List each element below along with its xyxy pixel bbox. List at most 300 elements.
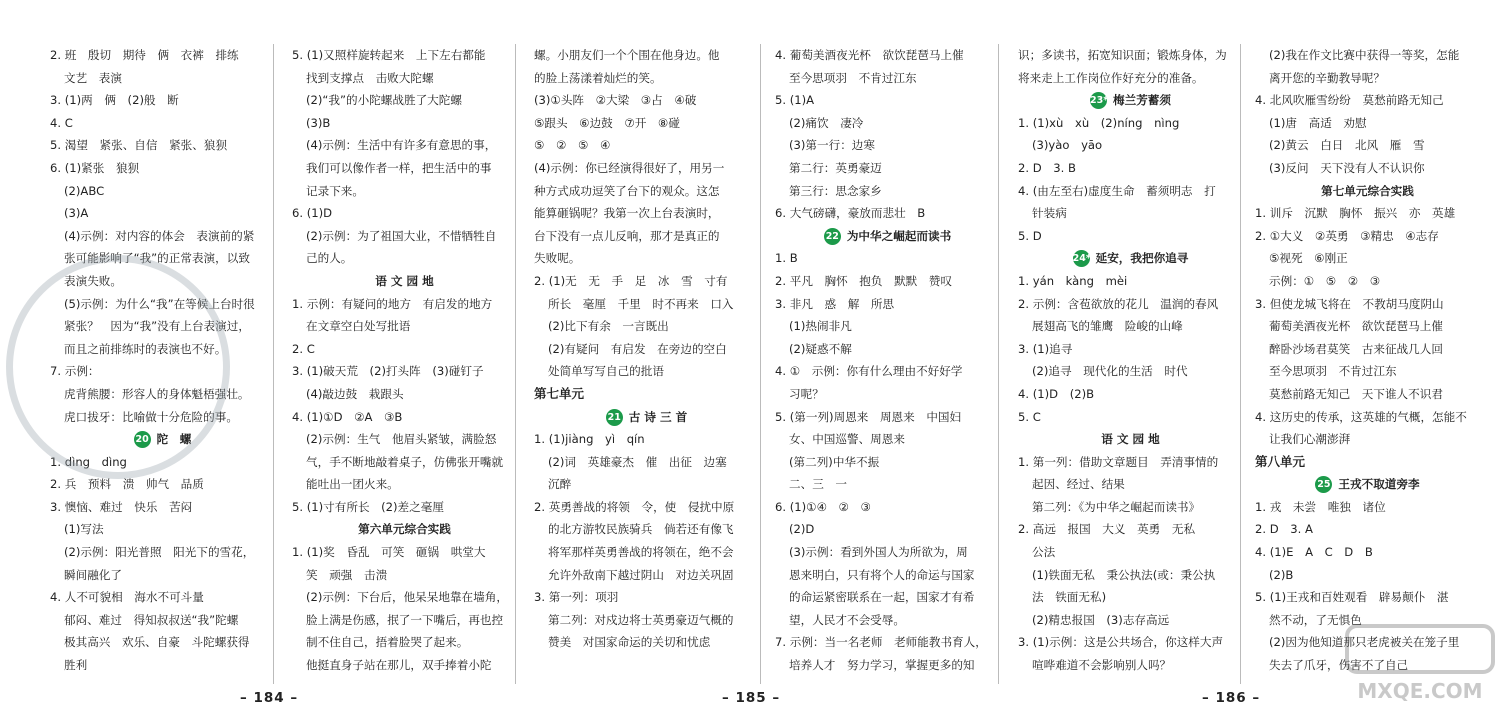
answer-text: (2)词 英雄豪杰 催 出征 边塞 <box>548 454 727 469</box>
answer-text: 4. (1)E A C D B <box>1255 545 1373 560</box>
answer-line <box>1018 360 1243 383</box>
answer-line <box>50 157 275 180</box>
answer-line <box>775 338 1000 361</box>
answer-line <box>292 247 517 270</box>
answer-line <box>534 202 759 225</box>
answer-line <box>1018 518 1243 541</box>
answer-text: 2. (1)无 无 手 足 冰 雪 寸有 <box>534 273 728 288</box>
answer-text: ⑤跟头 ⑥边鼓 ⑦开 ⑧碰 <box>534 115 680 130</box>
answer-text: 而且之前排练时的表演也不好。 <box>64 341 227 356</box>
column-divider <box>1240 44 1241 684</box>
section-title <box>292 270 517 293</box>
page-184-column-2 <box>292 44 517 684</box>
answer-text: 1. (1)jiàng yì qín <box>534 432 645 447</box>
answer-line <box>775 315 1000 338</box>
answer-line <box>534 134 759 157</box>
answer-text: (2)ABC <box>64 183 105 198</box>
answer-line <box>50 541 275 564</box>
answer-text: 2. 英勇善战的将领 令，使 侵扰中原 <box>534 499 735 514</box>
answer-line <box>292 654 517 677</box>
answer-text: ⑤视死 ⑥刚正 <box>1269 251 1348 266</box>
answer-text: 5. (1)王戎和百姓观看 辟易颠仆 湛 <box>1255 590 1449 605</box>
answer-line <box>1018 315 1243 338</box>
answer-line <box>1018 293 1243 316</box>
answer-text: (3)B <box>306 115 331 130</box>
answer-text: 2. D 3. B <box>1018 160 1076 175</box>
answer-text: 女、中国巡警、周恩来 <box>789 432 905 447</box>
answer-text: 表演失败。 <box>64 273 122 288</box>
answer-line <box>292 180 517 203</box>
answer-text: 习呢？ <box>789 386 824 401</box>
answer-line <box>50 631 275 654</box>
answer-text: 处简单写写自己的批语 <box>548 364 664 379</box>
answer-text: (2)示例：生气 他眉头紧皱，满脸怒 <box>306 432 497 447</box>
lesson-number-badge: 25 <box>1315 476 1332 493</box>
answer-line <box>292 360 517 383</box>
answer-text: (第二列)中华不振 <box>789 454 880 469</box>
answer-text: (3)A <box>64 206 89 221</box>
answer-text: 瞬间融化了 <box>64 567 122 582</box>
answer-text: 培养人才 努力学习，掌握更多的知 <box>789 658 975 673</box>
answer-line <box>292 496 517 519</box>
answer-line <box>1255 428 1480 451</box>
page-185-column-2 <box>775 44 1000 684</box>
answer-line <box>50 44 275 67</box>
answer-text: 紧张？ 因为“我”没有上台表演过， <box>64 319 250 334</box>
column-divider <box>515 44 516 684</box>
lesson-number-badge: 21 <box>606 409 623 426</box>
answer-line <box>50 564 275 587</box>
lesson-number-badge: 22 <box>824 228 841 245</box>
answer-line <box>292 44 517 67</box>
answer-line <box>50 89 275 112</box>
answer-text: 展翅高飞的雏鹰 险峻的山峰 <box>1032 319 1183 334</box>
answer-line <box>292 338 517 361</box>
answer-text: 7. 示例：当一名老师 老师能教书育人， <box>775 635 987 650</box>
answer-line <box>292 157 517 180</box>
answer-text: 4. 葡萄美酒夜光杯 欲饮琵琶马上催 <box>775 48 964 62</box>
answer-line <box>775 586 1000 609</box>
answer-line <box>1255 654 1480 677</box>
section-title <box>1018 428 1243 451</box>
answer-text: (2)示例：为了祖国大业，不惜牺牲自 <box>306 228 497 243</box>
answer-line <box>50 225 275 248</box>
answer-text: 虎背熊腰：形容人的身体魁梧强壮。 <box>64 386 250 401</box>
answer-line <box>534 428 759 451</box>
answer-line <box>1255 315 1480 338</box>
answer-text: (1)写法 <box>64 522 104 537</box>
answer-text: (4)示例：对内容的体会 表演前的紧 <box>64 228 255 243</box>
answer-text: 第七单元 <box>534 385 585 401</box>
answer-line <box>50 383 275 406</box>
answer-line <box>292 541 517 564</box>
answer-line <box>1018 473 1243 496</box>
answer-line <box>775 518 1000 541</box>
answer-text: 他挺直身子站在那儿，双手捧着小陀 <box>306 658 492 673</box>
answer-line <box>534 247 759 270</box>
answer-line <box>50 293 275 316</box>
answer-line <box>1255 609 1480 632</box>
answer-line <box>1018 541 1243 564</box>
answer-line <box>1018 586 1243 609</box>
answer-line <box>50 451 275 474</box>
answer-line <box>775 428 1000 451</box>
answer-text: 第二行：英勇豪迈 <box>789 160 882 175</box>
answer-text: 1. 训斥 沉默 胸怀 振兴 亦 英雄 <box>1255 206 1456 221</box>
answer-text: 极其高兴 欢乐、自豪 斗陀螺获得 <box>64 635 250 650</box>
answer-text: 所长 毫厘 千里 时不再来 口入 <box>548 296 734 311</box>
answer-text: 公法 <box>1032 545 1056 560</box>
answer-line <box>534 360 759 383</box>
answer-line <box>292 293 517 316</box>
answer-line <box>50 134 275 157</box>
answer-text: 郁闷、难过 得知叔叔送“我”陀螺 <box>64 612 239 627</box>
answer-line <box>534 315 759 338</box>
answer-text: 6. 大气磅礴，豪放而悲壮 B <box>775 206 926 221</box>
answer-line <box>292 473 517 496</box>
answer-text: 3. 第一列：项羽 <box>534 590 619 605</box>
answer-line <box>775 541 1000 564</box>
answer-line <box>1018 496 1243 519</box>
answer-text: 4. (1)①D ②A ③B <box>292 409 403 424</box>
answer-text: 能算砸锅呢？我第一次上台表演时， <box>534 206 720 221</box>
answer-line <box>1018 225 1243 248</box>
answer-text: 梅兰芳蓄须 <box>1113 93 1171 108</box>
answer-text: 1. (1)xù xù (2)níng nìng <box>1018 115 1180 130</box>
answer-text: 陀 螺 <box>156 432 192 447</box>
answer-line <box>1255 564 1480 587</box>
page-185-column-1 <box>534 44 759 684</box>
answer-line <box>1255 406 1480 429</box>
answer-text: 喧哗难道不会影响别人吗？ <box>1032 658 1172 673</box>
answer-line <box>1255 383 1480 406</box>
answer-text: 第七单元综合实践 <box>1321 183 1414 198</box>
answer-line <box>1255 44 1480 67</box>
answer-text: (2)有疑问 有启发 在旁边的空白 <box>548 341 727 356</box>
answer-text: 恩来明白，只有将个人的命运与国家 <box>789 567 975 582</box>
answer-line <box>534 338 759 361</box>
answer-text: 2. 平凡 胸怀 抱负 默默 赞叹 <box>775 273 953 288</box>
answer-text: 失去了爪牙，伤害不了自己 <box>1269 658 1409 673</box>
answer-text: 为中华之崛起而读书 <box>846 228 952 243</box>
answer-text: 7. 示例： <box>50 364 100 379</box>
answer-line <box>775 564 1000 587</box>
answer-text: (3)第一行：边寒 <box>789 138 875 153</box>
answer-text: 5. (第一列)周恩来 周恩来 中国妇 <box>775 409 962 424</box>
answer-text: 将军那样英勇善战的将领在，绝不会 <box>548 545 734 560</box>
answer-line <box>1255 247 1480 270</box>
answer-text: (2)比下有余 一言既出 <box>548 319 669 334</box>
answer-line <box>50 67 275 90</box>
answer-text: (2)示例：阳光普照 阳光下的雪花， <box>64 545 255 560</box>
answer-line <box>1255 541 1480 564</box>
answer-text: 王戎不取道旁李 <box>1338 477 1420 492</box>
answer-text: 的命运紧密联系在一起，国家才有希 <box>789 590 975 605</box>
answer-text: 二、三 一 <box>789 477 847 492</box>
section-title <box>1018 89 1243 112</box>
answer-text: (3)反问 天下没有人不认识你 <box>1269 160 1425 175</box>
answer-text: (2)“我”的小陀螺战胜了大陀螺 <box>306 93 462 108</box>
answer-line <box>50 496 275 519</box>
answer-text: (2)疑惑不解 <box>789 341 852 356</box>
answer-line <box>1255 112 1480 135</box>
answer-text: 2. 兵 预料 溃 帅气 品质 <box>50 477 204 492</box>
answer-text: 5. 渴望 紧张、自信 紧张、狼狈 <box>50 138 228 153</box>
answer-text: (2)黄云 白日 北风 雁 雪 <box>1269 138 1425 153</box>
answer-line <box>775 451 1000 474</box>
answer-text: 3. 懊恼、难过 快乐 苦闷 <box>50 499 193 514</box>
answer-text: 1. 第一列：借助文章题目 弄清事情的 <box>1018 454 1219 469</box>
answer-text: 5. D <box>1018 228 1042 243</box>
answer-text: 莫愁前路无知己 天下谁人不识君 <box>1269 386 1443 401</box>
answer-line <box>50 180 275 203</box>
answer-text: 至今思项羽 不肯过江东 <box>1269 364 1397 379</box>
answer-text: 望，人民才不会受辱。 <box>789 612 905 627</box>
answer-text: 虎口拔牙：比喻做十分危险的事。 <box>64 409 238 424</box>
answer-text: 种方式成功逗笑了台下的观众。这怎 <box>534 183 720 198</box>
answer-text: 第八单元 <box>1255 453 1306 469</box>
answer-line <box>1255 89 1480 112</box>
answer-line <box>50 473 275 496</box>
answer-line <box>50 202 275 225</box>
unit-heading <box>1255 451 1480 474</box>
section-title <box>1255 473 1480 496</box>
section-title <box>292 518 517 541</box>
answer-line <box>50 586 275 609</box>
answer-line <box>534 157 759 180</box>
answer-text: (2)B <box>1269 567 1294 582</box>
lesson-number-badge: 24* <box>1073 250 1090 267</box>
answer-line <box>1255 338 1480 361</box>
answer-line <box>775 202 1000 225</box>
answer-line <box>1018 157 1243 180</box>
answer-line <box>292 67 517 90</box>
answer-text: 1. yán kàng mèi <box>1018 273 1128 288</box>
answer-line <box>775 496 1000 519</box>
answer-line <box>1255 360 1480 383</box>
answer-text: ⑤ ② ⑤ ④ <box>534 138 611 153</box>
section-title <box>1255 180 1480 203</box>
answer-line <box>50 338 275 361</box>
answer-text: (4)示例：你已经演得很好了，用另一 <box>534 160 725 175</box>
answer-line <box>534 67 759 90</box>
answer-line <box>1255 270 1480 293</box>
answer-text: 胜利 <box>64 658 88 673</box>
answer-text: 螺。小朋友们一个个围在他身边。他 <box>534 48 720 62</box>
answer-line <box>292 112 517 135</box>
page-184-column-1 <box>50 44 275 684</box>
answer-text: 2. ①大义 ②英勇 ③精忠 ④志存 <box>1255 228 1439 243</box>
answer-text: 允许外敌南下越过阴山 对边关巩固 <box>548 567 734 582</box>
page-number-185: – 185 – <box>722 690 781 706</box>
answer-line <box>775 134 1000 157</box>
answer-text: 第二列：《为中华之崛起而读书》 <box>1032 499 1201 514</box>
answer-text: (2)我在作文比赛中获得一等奖，怎能 <box>1269 48 1460 62</box>
answer-line <box>292 202 517 225</box>
answer-line <box>534 44 759 67</box>
answer-line <box>1255 631 1480 654</box>
section-title <box>50 428 275 451</box>
answer-text: 起因、经过、结果 <box>1032 477 1125 492</box>
answer-text: (3)yào yāo <box>1032 138 1103 153</box>
answer-line <box>534 451 759 474</box>
answer-line <box>534 586 759 609</box>
answer-line <box>1018 654 1243 677</box>
answer-line <box>292 383 517 406</box>
answer-text: 记录下来。 <box>306 183 364 198</box>
answer-line <box>534 293 759 316</box>
answer-text: (4)示例：生活中有许多有意思的事， <box>306 138 497 153</box>
answer-line <box>1018 202 1243 225</box>
answer-line <box>1255 134 1480 157</box>
answer-text: (2)痛饮 凄冷 <box>789 115 864 130</box>
answer-line <box>1018 564 1243 587</box>
answer-text: 失败呢。 <box>534 251 581 266</box>
answer-text: 针装病 <box>1032 206 1067 221</box>
answer-text: 3. (1)示例：这是公共场合，你这样大声 <box>1018 635 1224 650</box>
answer-text: 找到支撑点 击败大陀螺 <box>306 70 434 85</box>
answer-line <box>775 631 1000 654</box>
answer-text: 4. C <box>50 115 73 130</box>
answer-line <box>534 112 759 135</box>
page-number-186: – 186 – <box>1202 690 1261 706</box>
answer-line <box>1018 631 1243 654</box>
answer-text: 4. 人不可貌相 海水不可斗量 <box>50 590 204 605</box>
answer-line <box>775 157 1000 180</box>
answer-line <box>534 609 759 632</box>
answer-text: (5)示例：为什么“我”在等候上台时很 <box>64 296 255 311</box>
page-186-column-1 <box>1018 44 1243 684</box>
answer-line <box>1255 496 1480 519</box>
answer-text: (2)示例：下台后，他呆呆地靠在墙角， <box>306 590 508 605</box>
answer-line <box>1255 225 1480 248</box>
answer-text: 己的人。 <box>306 251 353 266</box>
column-divider <box>273 44 274 684</box>
answer-line <box>50 609 275 632</box>
answer-line <box>1018 112 1243 135</box>
answer-line <box>292 428 517 451</box>
answer-text: 2. 示例：含苞欲放的花儿 温润的春风 <box>1018 296 1219 311</box>
answer-text: 5. (1)又照样旋转起来 上下左右都能 <box>292 48 486 62</box>
answer-line <box>534 225 759 248</box>
answer-text: (1)热闹非凡 <box>789 319 852 334</box>
section-title <box>1018 247 1243 270</box>
answer-text: (2)精忠报国 (3)志存高远 <box>1032 612 1170 627</box>
answer-line <box>534 270 759 293</box>
answer-line <box>1018 383 1243 406</box>
answer-text: 6. (1)D <box>292 206 333 221</box>
answer-text: 1. B <box>775 251 798 266</box>
answer-line <box>1255 157 1480 180</box>
answer-text: 1. (1)奖 昏乱 可笑 砸锅 哄堂大 <box>292 545 486 560</box>
answer-line <box>292 564 517 587</box>
answer-text: 4. 北风吹雁雪纷纷 莫愁前路无知己 <box>1255 93 1444 108</box>
answer-line <box>50 270 275 293</box>
answer-text: 示例：① ⑤ ② ③ <box>1269 273 1381 288</box>
answer-text: 4. (1)D (2)B <box>1018 386 1095 401</box>
answer-line <box>50 315 275 338</box>
answer-line <box>775 293 1000 316</box>
answer-text: 5. (1)寸有所长 (2)差之毫厘 <box>292 499 444 514</box>
answer-text: 古 诗 三 首 <box>628 409 688 424</box>
answer-text: 将来走上工作岗位作好充分的准备。 <box>1018 70 1204 85</box>
answer-text: 语 文 园 地 <box>375 273 434 288</box>
column-divider <box>998 44 999 684</box>
answer-line <box>292 225 517 248</box>
answer-text: 赞美 对国家命运的关切和忧虑 <box>548 635 711 650</box>
answer-line <box>292 406 517 429</box>
page-number-184: – 184 – <box>240 690 299 706</box>
answer-line <box>534 518 759 541</box>
answer-line <box>775 44 1000 67</box>
answer-line <box>775 112 1000 135</box>
answer-line <box>1018 67 1243 90</box>
answer-line <box>775 67 1000 90</box>
answer-text: 4. (由左至右)虚度生命 蓄须明志 打 <box>1018 183 1216 198</box>
answer-text: 能吐出一团火来。 <box>306 477 399 492</box>
answer-text: 法 铁面无私) <box>1032 590 1107 605</box>
answer-line <box>292 631 517 654</box>
answer-line <box>534 564 759 587</box>
answer-text: (1)铁面无私 秉公执法(或：秉公执 <box>1032 567 1216 582</box>
answer-text: 5. C <box>1018 409 1041 424</box>
answer-line <box>534 89 759 112</box>
answer-line <box>1255 293 1480 316</box>
answer-text: 第三行：思念家乡 <box>789 183 882 198</box>
answer-line <box>292 451 517 474</box>
answer-line <box>1255 518 1480 541</box>
answer-text: (3)①头阵 ②大梁 ③占 ④破 <box>534 93 697 108</box>
answer-line <box>1018 338 1243 361</box>
answer-text: 我们可以像作者一样，把生活中的事 <box>306 160 492 175</box>
section-title <box>775 225 1000 248</box>
answer-text: 2. 高远 报国 大义 英勇 无私 <box>1018 522 1196 537</box>
answer-line <box>534 541 759 564</box>
answer-text: 至今思项羽 不肯过江东 <box>789 70 917 85</box>
answer-text: 2. C <box>292 341 315 356</box>
answer-line <box>1018 270 1243 293</box>
unit-heading <box>534 383 759 406</box>
answer-line <box>292 134 517 157</box>
answer-line <box>50 360 275 383</box>
answer-text: 3. (1)两 俩 (2)般 断 <box>50 93 179 108</box>
answer-text: 脸上满是伤感，抿了一下嘴后，再也控 <box>306 612 504 627</box>
answer-line <box>534 473 759 496</box>
answer-text: 3. (1)追寻 <box>1018 341 1073 356</box>
answer-text: 3. 非凡 惑 解 所思 <box>775 296 895 311</box>
answer-text: 4. ① 示例：你有什么理由不好好学 <box>775 364 963 379</box>
answer-line <box>534 496 759 519</box>
answer-line <box>775 247 1000 270</box>
answer-line <box>534 180 759 203</box>
answer-line <box>1255 586 1480 609</box>
answer-line <box>775 473 1000 496</box>
answer-text: 1. dìng dìng <box>50 454 127 469</box>
answer-line <box>1018 44 1243 67</box>
answer-text: 的北方游牧民族骑兵 倘若还有像飞 <box>548 522 734 537</box>
answer-text: 3. 但使龙城飞将在 不教胡马度阴山 <box>1255 296 1444 311</box>
section-title <box>534 406 759 429</box>
answer-line <box>1255 202 1480 225</box>
answer-line <box>775 609 1000 632</box>
answer-line <box>1255 67 1480 90</box>
answer-line <box>50 247 275 270</box>
answer-text: 沉醉 <box>548 477 572 492</box>
answer-text: 让我们心潮澎湃 <box>1269 432 1351 447</box>
answer-line <box>292 609 517 632</box>
answer-text: (4)敲边鼓 栽跟头 <box>306 386 404 401</box>
answer-line <box>775 180 1000 203</box>
